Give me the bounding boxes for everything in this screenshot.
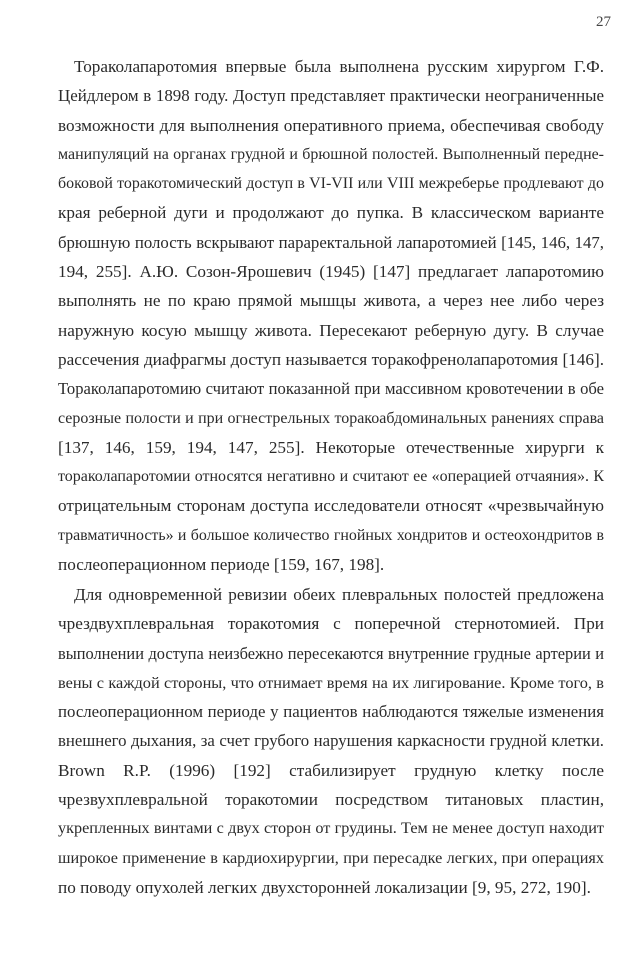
- paragraph-1: [58, 52, 604, 579]
- text-line: серозные полости и при огнестрельных торакоабдоминальных ранениях справа: [58, 409, 604, 427]
- text-line: Тораколапаротомию считают показанной при массивном кровотечении в обе: [58, 379, 604, 399]
- text-line: чрезвухплевральной торакотомии посредством титановых пластин,: [58, 790, 604, 810]
- text-line: 194, 255]. А.Ю. Созон-Ярошевич (1945) [147] предлагает лапаротомию: [58, 262, 604, 282]
- text-line: [137, 146, 159, 194, 147, 255]. Некоторые отечественные хирурги к: [58, 437, 604, 457]
- text-line: отрицательным сторонам доступа исследователи относят «чрезвычайную: [58, 496, 604, 516]
- text-line: вены с каждой стороны, что отнимает время на их лигирование. Кроме того, в: [58, 672, 604, 692]
- text-line: по поводу опухолей легких двухсторонней локализации [9, 95, 272, 190].: [58, 877, 591, 897]
- text-line: рассечения диафрагмы доступ называется торакофренолапаротомия [146].: [58, 349, 604, 369]
- text-line: боковой торакотомический доступ в VI-VII или VIII межреберье продлевают до: [58, 175, 604, 193]
- text-line: укрепленных винтами с двух сторон от грудины. Тем не менее доступ находит: [58, 819, 604, 838]
- text-line: тораколапаротомии относятся негативно и считают ее «операцией отчаяния». К: [58, 468, 604, 486]
- text-line: выполнении доступа неизбежно пересекаются внутренние грудные артерии и: [58, 643, 604, 663]
- text-line: Цейдлером в 1898 году. Доступ представляет практически неограниченные: [58, 86, 604, 106]
- text-line: послеоперационном периоде [159, 167, 198].: [58, 555, 385, 575]
- text-line: Тораколапаротомия впервые была выполнена русским хирургом Г.Ф.: [74, 57, 604, 76]
- text-line: выполнять не по краю прямой мышцы живота, а через нее либо через: [58, 291, 604, 311]
- text-line: Для одновременной ревизии обеих плевральных полостей предложена: [74, 585, 604, 604]
- text-line: возможности для выполнения оперативного приема, обеспечивая свободу: [58, 115, 604, 135]
- text-line: чрездвухплевральная торакотомия с поперечной стернотомией. При: [58, 614, 604, 634]
- page-number: 27: [596, 14, 611, 30]
- text-line: брюшную полость вскрывают параректальной лапаротомией [145, 146, 147,: [58, 232, 604, 252]
- text-line: послеоперационном периоде у пациентов наблюдаются тяжелые изменения: [58, 702, 604, 722]
- paragraph-2: [58, 580, 604, 902]
- text-line: широкое применение в кардиохирургии, при пересадке легких, при операциях: [58, 848, 604, 867]
- text-line: манипуляций на органах грудной и брюшной полостей. Выполненный передне-: [58, 145, 604, 163]
- text-line: наружную косую мышцу живота. Пересекают реберную дугу. В случае: [58, 320, 604, 340]
- text-line: травматичность» и большое количество гнойных хондритов и остеохондритов в: [58, 526, 604, 544]
- text-line: Brown R.P. (1996) [192] стабилизирует грудную клетку после: [58, 760, 604, 780]
- text-line: внешнего дыхания, за счет грубого нарушения каркасности грудной клетки.: [58, 731, 604, 751]
- text-line: края реберной дуги и продолжают до пупка. В классическом варианте: [58, 203, 604, 223]
